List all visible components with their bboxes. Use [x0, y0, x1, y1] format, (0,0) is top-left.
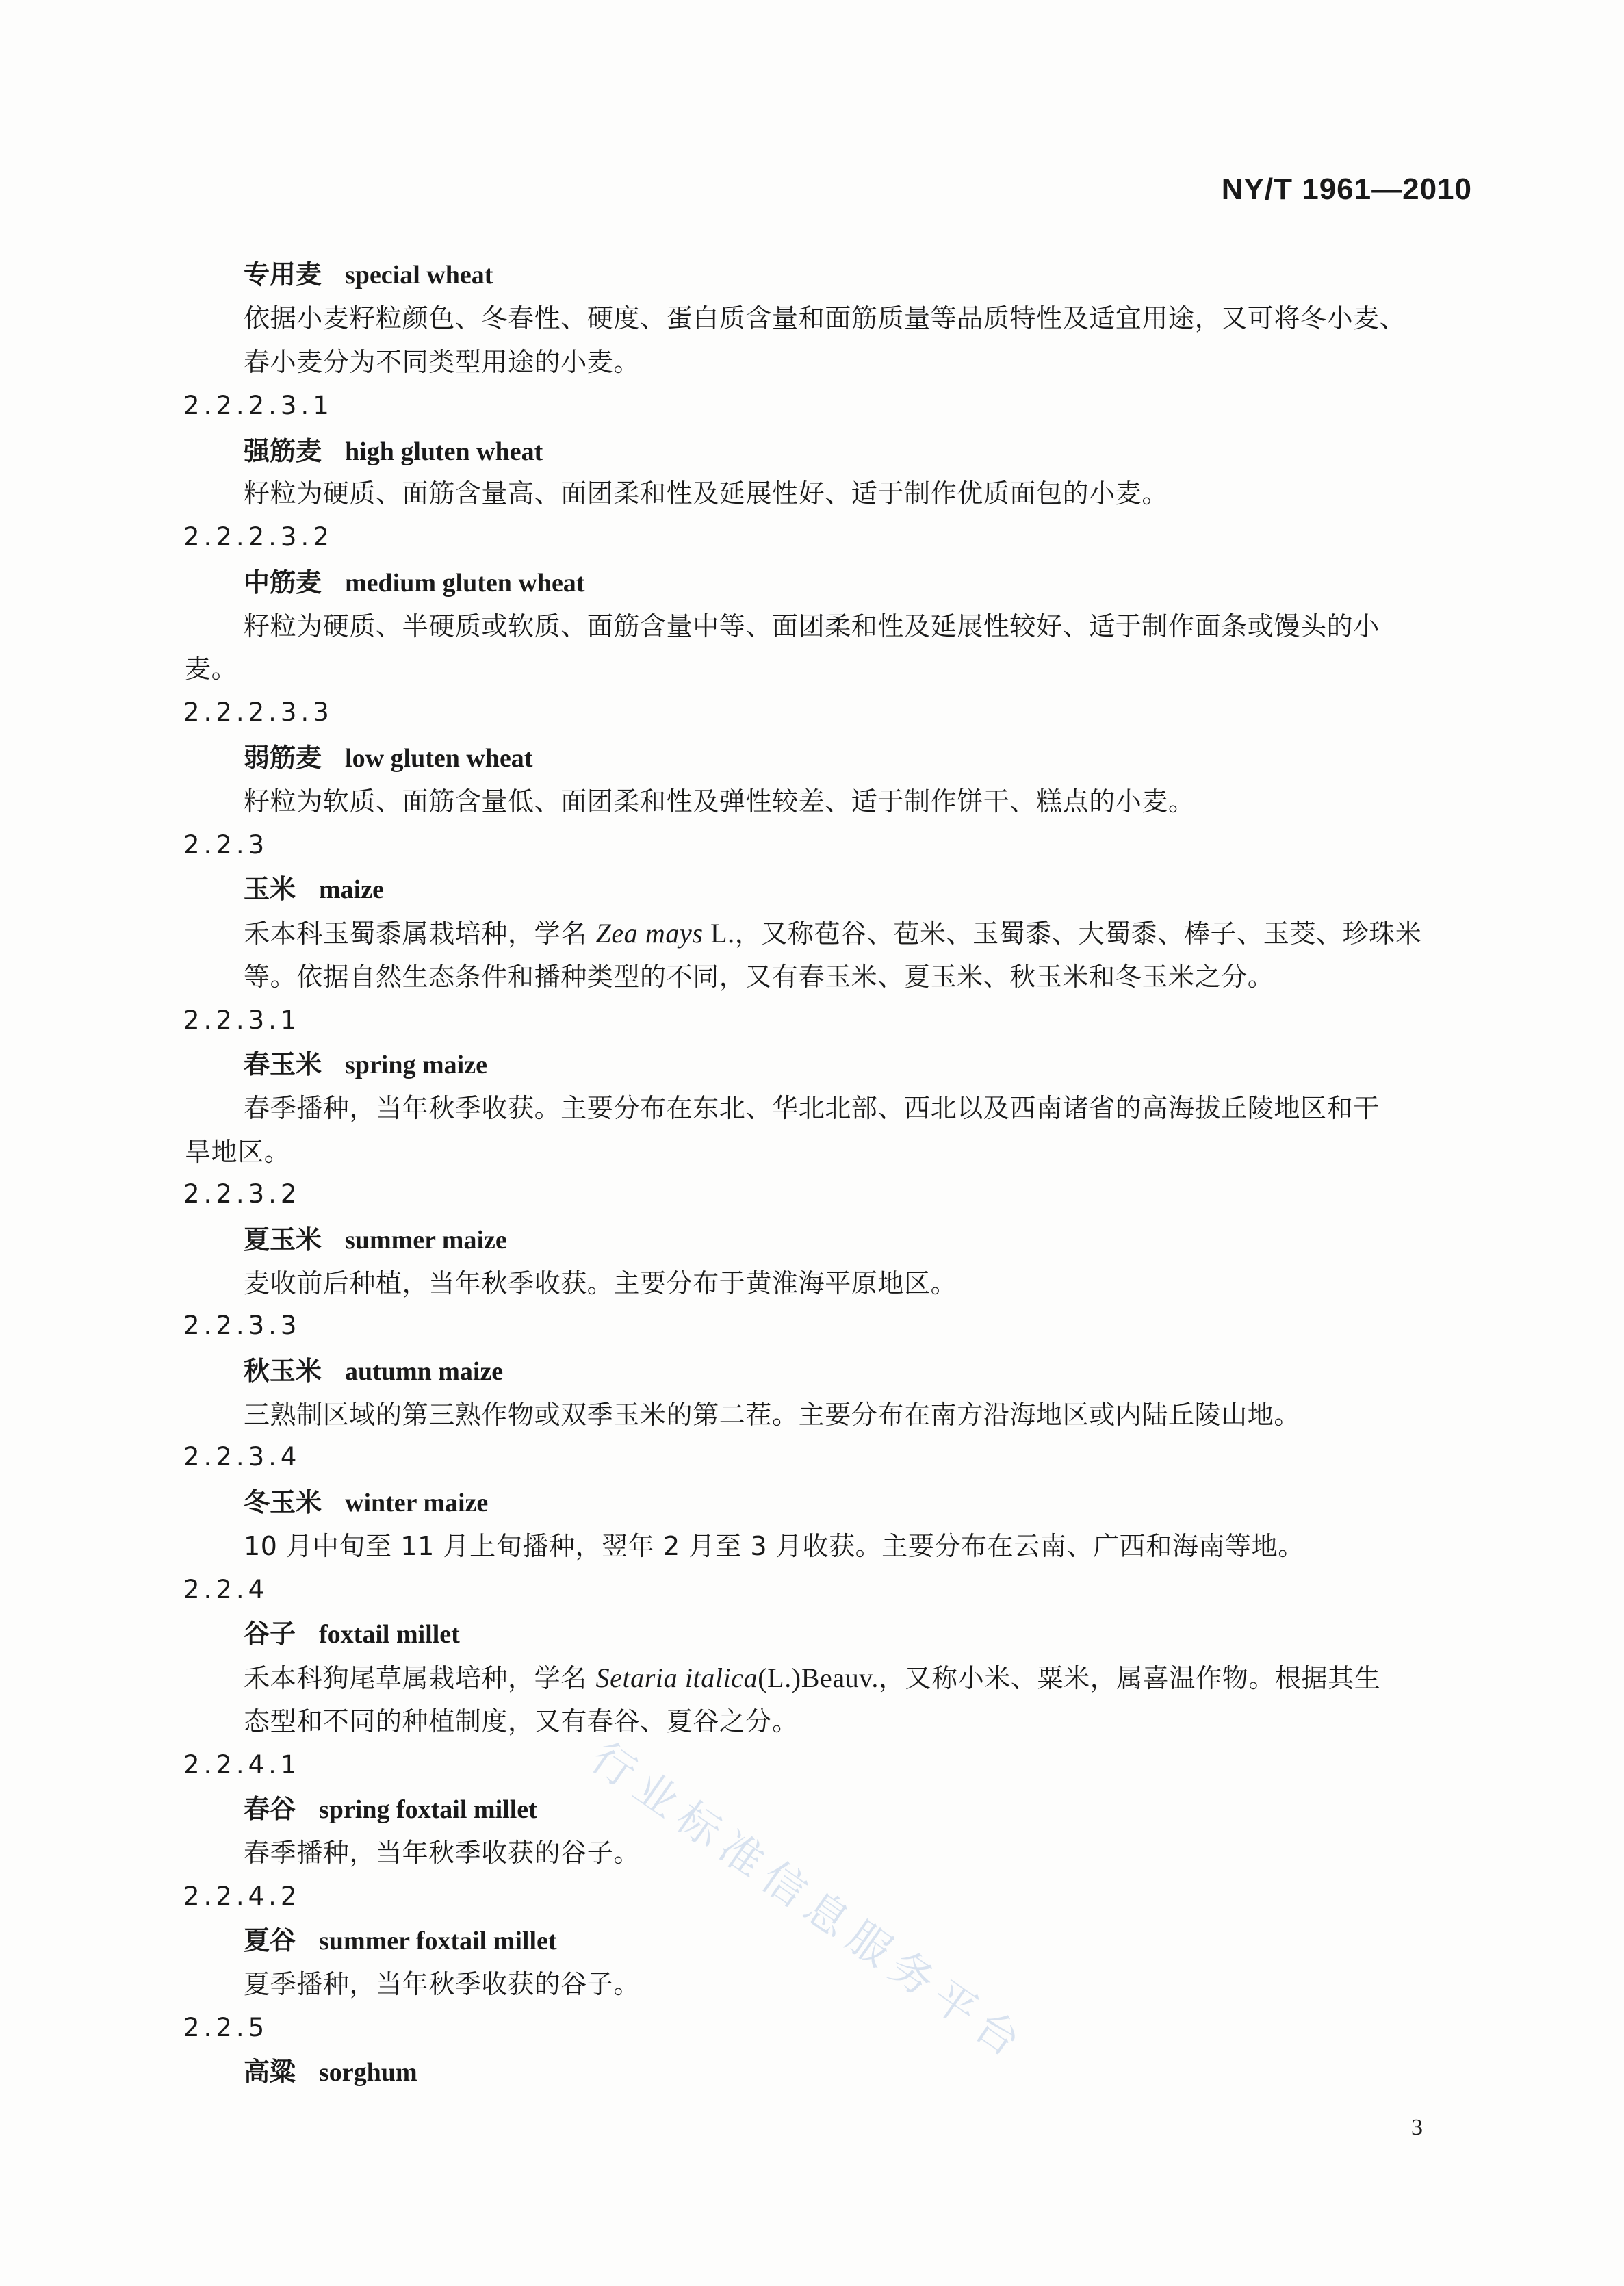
term-en: summer foxtail millet — [319, 1927, 557, 1955]
term-zh: 夏谷 — [244, 1925, 296, 1955]
term-en: medium gluten wheat — [345, 569, 585, 598]
definition-text: 禾本科狗尾草属栽培种，学名 — [244, 1663, 596, 1693]
term-zh: 强筋麦 — [244, 436, 322, 466]
definition-line: 态型和不同的种植制度，又有春谷、夏谷之分。 — [244, 1706, 799, 1736]
term-en: low gluten wheat — [345, 744, 533, 773]
term-special-wheat — [244, 261, 493, 288]
term-maize — [244, 876, 384, 903]
term-zh: 冬玉米 — [244, 1487, 322, 1517]
term-winter-maize — [244, 1489, 488, 1516]
scientific-name: Setaria italica — [595, 1662, 758, 1693]
term-en: summer maize — [345, 1226, 507, 1255]
definition-line: 夏季播种，当年秋季收获的谷子。 — [244, 1969, 641, 1999]
definition-line: 籽粒为硬质、半硬质或软质、面筋含量中等、面团柔和性及延展性较好、适于制作面条或馒头的小 — [244, 611, 1380, 641]
term-en: autumn maize — [345, 1357, 504, 1386]
definition-line: 春小麦分为不同类型用途的小麦。 — [244, 347, 641, 377]
term-zh: 弱筋麦 — [244, 743, 322, 773]
definition-line: 麦收前后种植，当年秋季收获。主要分布于黄淮海平原地区。 — [244, 1268, 957, 1298]
author-abbreviation: L. — [703, 918, 735, 949]
definition-line: 10 月中旬至 11 月上旬播种，翌年 2 月至 3 月收获。主要分布在云南、广西和海南等地。 — [244, 1531, 1304, 1561]
section-number: 2.2.3.2 — [183, 1179, 301, 1209]
definition-line: 籽粒为硬质、面筋含量高、面团柔和性及延展性好、适于制作优质面包的小麦。 — [244, 478, 1169, 509]
term-en: maize — [319, 875, 384, 904]
section-number: 2.2.3.3 — [183, 1311, 301, 1340]
definition-text: ，又称小米、粟米，属喜温作物。根据其生 — [878, 1663, 1381, 1693]
definition-line: 春季播种，当年秋季收获。主要分布在东北、华北北部、西北以及西南诸省的高海拔丘陵地区和干 — [244, 1093, 1380, 1123]
term-foxtail-millet — [244, 1621, 460, 1647]
term-en: high gluten wheat — [345, 437, 543, 466]
definition-line: 三熟制区域的第三熟作物或双季玉米的第二茬。主要分布在南方沿海地区或内陆丘陵山地。 — [244, 1400, 1301, 1430]
term-en: special wheat — [345, 261, 493, 290]
definition-line: 春季播种，当年秋季收获的谷子。 — [244, 1838, 641, 1868]
definition-line: 等。依据自然生态条件和播种类型的不同，又有春玉米、夏玉米、秋玉米和冬玉米之分。 — [244, 962, 1274, 992]
term-low-gluten-wheat — [244, 745, 532, 771]
section-number: 2.2.2.3.1 — [183, 391, 333, 420]
section-number: 2.2.2.3.2 — [183, 522, 333, 552]
term-zh: 春玉米 — [244, 1049, 322, 1079]
term-zh: 秋玉米 — [244, 1356, 322, 1386]
page-number: 3 — [1411, 2115, 1423, 2140]
term-zh: 中筋麦 — [244, 567, 322, 598]
term-high-gluten-wheat — [244, 438, 543, 465]
term-en: sorghum — [319, 2058, 417, 2087]
term-summer-foxtail-millet — [244, 1927, 557, 1954]
term-zh: 高粱 — [244, 2057, 296, 2087]
definition-text: ，又称苞谷、苞米、玉蜀黍、大蜀黍、棒子、玉茭、珍珠米 — [734, 919, 1422, 949]
section-number: 2.2.5 — [183, 2013, 269, 2042]
section-number: 2.2.4.2 — [183, 1882, 301, 1911]
term-zh: 春谷 — [244, 1794, 296, 1824]
term-zh: 夏玉米 — [244, 1224, 322, 1255]
scientific-name: Zea mays — [595, 918, 704, 949]
term-en: spring maize — [345, 1051, 487, 1079]
section-number: 2.2.3.1 — [183, 1005, 301, 1035]
term-zh: 谷子 — [244, 1619, 296, 1649]
term-spring-foxtail-millet — [244, 1796, 537, 1823]
term-medium-gluten-wheat — [244, 569, 584, 596]
term-summer-maize — [244, 1224, 507, 1255]
term-zh: 专用麦 — [244, 259, 322, 290]
author-abbreviation: (L.)Beauv. — [758, 1662, 879, 1693]
section-number: 2.2.3 — [183, 830, 269, 860]
section-number: 2.2.2.3.3 — [183, 697, 333, 727]
term-en: spring foxtail millet — [319, 1795, 537, 1824]
watermark: 行业标准信息服务平台 — [582, 1732, 1037, 2072]
definition-line — [244, 920, 1421, 947]
definition-text: 禾本科玉蜀黍属栽培种，学名 — [244, 919, 596, 949]
term-zh: 玉米 — [244, 874, 296, 904]
definition-line: 依据小麦籽粒颜色、冬春性、硬度、蛋白质含量和面筋质量等品质特性及适宜用途，又可将冬小麦、 — [244, 303, 1406, 333]
term-en: winter maize — [345, 1489, 489, 1517]
term-sorghum — [244, 2059, 417, 2085]
definition-line: 麦。 — [185, 654, 238, 684]
term-en: foxtail millet — [319, 1620, 460, 1649]
section-number: 2.2.4 — [183, 1575, 269, 1604]
definition-line: 籽粒为软质、面筋含量低、面团柔和性及弹性较差、适于制作饼干、糕点的小麦。 — [244, 786, 1195, 817]
term-autumn-maize — [244, 1358, 503, 1385]
section-number: 2.2.4.1 — [183, 1750, 301, 1780]
definition-line: 旱地区。 — [185, 1137, 291, 1167]
term-spring-maize — [244, 1051, 487, 1078]
section-number: 2.2.3.4 — [183, 1442, 301, 1472]
definition-line — [244, 1662, 1381, 1693]
standard-code: NY/T 1961—2010 — [1221, 172, 1472, 206]
